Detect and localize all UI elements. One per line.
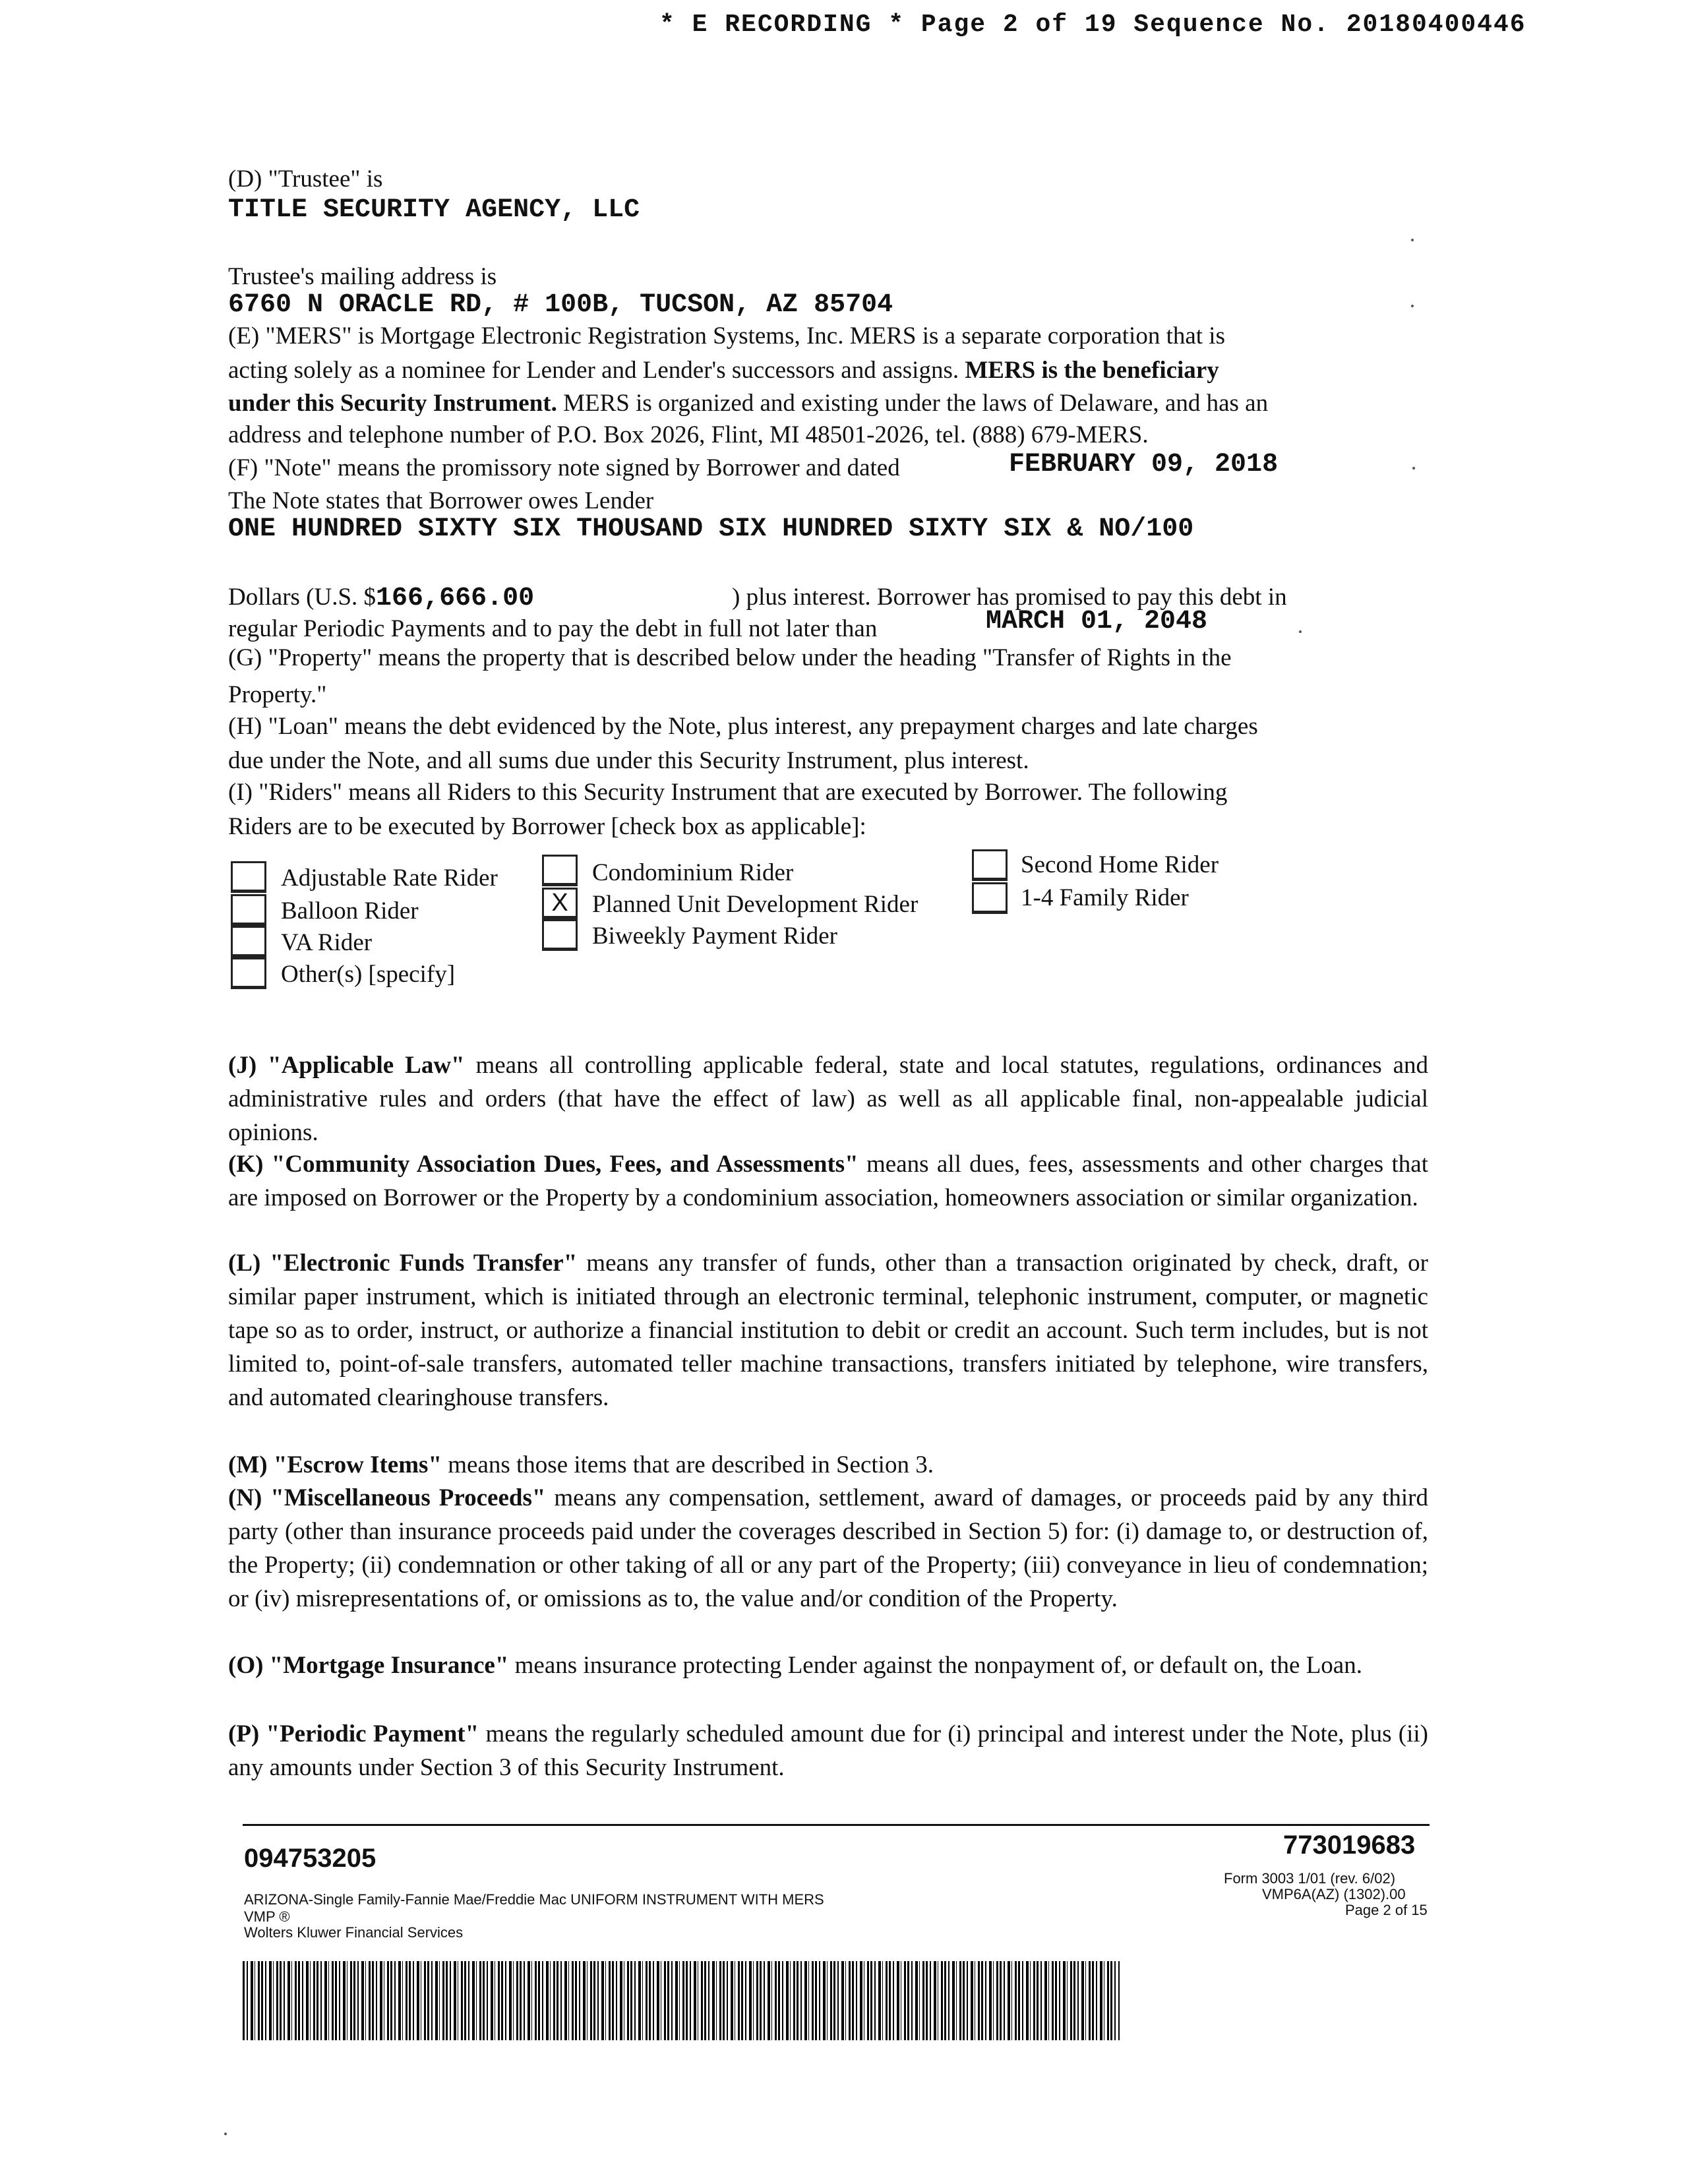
barcode-image <box>243 1961 1120 2040</box>
note-date: FEBRUARY 09, 2018 <box>1009 450 1279 479</box>
label-other-rider: Other(s) [specify] <box>281 961 456 988</box>
trustee-name: TITLE SECURITY AGENCY, LLC <box>228 195 640 225</box>
note-line-2: The Note states that Borrower owes Lender <box>228 487 654 514</box>
footer-form-id: Form 3003 1/01 (rev. 6/02) <box>1224 1870 1396 1887</box>
term-periodic-payment: (P) "Periodic Payment" <box>228 1720 479 1747</box>
checkbox-biweekly-payment-rider[interactable] <box>542 919 578 951</box>
footer-loan-number: 094753205 <box>244 1844 377 1873</box>
label-adjustable-rate-rider: Adjustable Rate Rider <box>281 864 498 892</box>
riders-def-line-2: Riders are to be executed by Borrower [check box as applicable]: <box>228 813 866 840</box>
footer-publisher: Wolters Kluwer Financial Services <box>244 1924 464 1941</box>
term-miscellaneous-proceeds: (N) "Miscellaneous Proceeds" <box>228 1484 546 1511</box>
scan-speck <box>1411 239 1414 241</box>
term-mortgage-insurance: (O) "Mortgage Insurance" <box>228 1652 509 1679</box>
dollars-suffix: ) plus interest. Borrower has promised to pay this debt in <box>732 584 1287 611</box>
loan-def-line-1: (H) "Loan" means the debt evidenced by the Note, plus interest, any prepayment charges and late charges <box>228 713 1258 740</box>
label-condominium-rider: Condominium Rider <box>592 859 794 886</box>
definition-applicable-law <box>228 1048 1428 1149</box>
mers-line-4: address and telephone number of P.O. Box 2026, Flint, MI 48501-2026, tel. (888) 679-MERS. <box>228 421 1149 448</box>
mers-line-3-text: MERS is organized and existing under the laws of Delaware, and has an <box>563 390 1269 417</box>
definition-escrow-items <box>228 1448 1428 1482</box>
label-biweekly-payment-rider: Biweekly Payment Rider <box>592 923 837 950</box>
definition-mortgage-insurance <box>228 1649 1428 1682</box>
term-community-association: (K) "Community Association Dues, Fees, and Assessments" <box>228 1151 859 1178</box>
text-periodic-payment: means the regularly scheduled amount due for (i) principal and interest under the Note, plus (ii) any amounts under Section 3 of this Security Instrument. <box>228 1720 1428 1781</box>
checkbox-adjustable-rate-rider[interactable] <box>231 861 266 893</box>
loan-def-line-2: due under the Note, and all sums due under this Security Instrument, plus interest. <box>228 747 1029 774</box>
mers-line-1: (E) "MERS" is Mortgage Electronic Registration Systems, Inc. MERS is a separate corporation that is <box>228 322 1225 349</box>
label-va-rider: VA Rider <box>281 929 373 956</box>
scan-speck <box>1299 630 1302 633</box>
label-planned-unit-development-rider: Planned Unit Development Rider <box>592 891 919 918</box>
label-second-home-rider: Second Home Rider <box>1021 851 1219 878</box>
checkbox-condominium-rider[interactable] <box>542 855 578 886</box>
mers-line-2 <box>228 356 1219 384</box>
text-community-association: means all dues, fees, assessments and other charges that are imposed on Borrower or the Property by a condominium association, homeowners association or similar organization. <box>228 1151 1428 1211</box>
text-miscellaneous-proceeds: means any compensation, settlement, award of damages, or proceeds paid by any third party (other than insurance proceeds paid under the coverages described in Section 5) for: (i) damage to, or destruction of, the Property; (ii) condemnation or other taking of all or any part of the Property; (iii) conveyance in lieu of condemnation; or (iv) misrepresentations of, or omissions as to, the value and/or condition of the Property. <box>228 1484 1429 1612</box>
definition-community-association <box>228 1147 1428 1215</box>
text-mortgage-insurance: means insurance protecting Lender against the nonpayment of, or default on, the Loan. <box>508 1652 1362 1679</box>
checkbox-balloon-rider[interactable] <box>231 894 266 926</box>
checkbox-planned-unit-development-rider[interactable]: X <box>542 888 578 919</box>
definition-electronic-funds-transfer <box>228 1246 1428 1414</box>
term-escrow-items: (M) "Escrow Items" <box>228 1451 442 1478</box>
footer-doc-number: 773019683 <box>1283 1831 1416 1860</box>
riders-def-line-1: (I) "Riders" means all Riders to this Security Instrument that are executed by Borrower. The following <box>228 779 1228 806</box>
mers-instrument-bold: under this Security Instrument. <box>228 390 557 417</box>
checkbox-other-rider[interactable] <box>231 957 266 989</box>
trustee-address: 6760 N ORACLE RD, # 100B, TUCSON, AZ 85704 <box>228 290 893 320</box>
footer-vmp-code: VMP6A(AZ) (1302).00 <box>1262 1886 1406 1902</box>
text-electronic-funds-transfer: means any transfer of funds, other than a transaction originated by check, draft, or similar paper instrument, which is initiated through an electronic terminal, telephonic instrument, computer, or magnetic tape so as to order, instruct, or authorize a financial institution to debit or credit an account. Such term includes, but is not limited to, point-of-sale transfers, automated teller machine transactions, transfers initiated by telephone, wire transfers, and automated clearinghouse transfers. <box>228 1250 1429 1411</box>
term-applicable-law: (J) "Applicable Law" <box>228 1052 465 1079</box>
note-line-1: (F) "Note" means the promissory note signed by Borrower and dated <box>228 454 900 481</box>
trustee-label: (D) "Trustee" is <box>228 166 383 193</box>
label-balloon-rider: Balloon Rider <box>281 897 419 925</box>
note-amount: 166,666.00 <box>376 584 535 613</box>
text-escrow-items: means those items that are described in Section 3. <box>442 1451 934 1478</box>
footer-page: Page 2 of 15 <box>1345 1902 1428 1918</box>
recording-header: * E RECORDING * Page 2 of 19 Sequence No. 20180400446 <box>659 11 1526 39</box>
note-maturity-date: MARCH 01, 2048 <box>986 607 1208 636</box>
term-electronic-funds-transfer: (L) "Electronic Funds Transfer" <box>228 1250 578 1277</box>
dollars-prefix: Dollars (U.S. $ <box>228 584 377 611</box>
scan-speck <box>224 2133 227 2135</box>
trustee-address-label: Trustee's mailing address is <box>228 263 497 290</box>
footer-vmp: VMP ® <box>244 1908 290 1925</box>
mers-line-2-text: acting solely as a nominee for Lender and Lender's successors and assigns. <box>228 357 959 384</box>
checkbox-va-rider[interactable] <box>231 926 266 957</box>
label-1-4-family-rider: 1-4 Family Rider <box>1021 884 1189 911</box>
note-dollars-line <box>228 583 534 613</box>
text-applicable-law: means all controlling applicable federal, state and local statutes, regulations, ordinances and administrative rules and orders (that have the effect of law) as well as all applicable final, non-appealable judicial opinions. <box>228 1052 1428 1146</box>
mers-beneficiary-bold: MERS is the beneficiary <box>965 357 1219 384</box>
mers-line-3 <box>228 389 1268 417</box>
footer-rule <box>243 1824 1430 1826</box>
definition-miscellaneous-proceeds <box>228 1481 1428 1616</box>
property-def-line-2: Property." <box>228 681 327 708</box>
scan-speck <box>1412 467 1415 470</box>
definition-periodic-payment <box>228 1717 1428 1784</box>
note-amount-words: ONE HUNDRED SIXTY SIX THOUSAND SIX HUNDRED SIXTY SIX & NO/100 <box>228 514 1194 544</box>
checkbox-second-home-rider[interactable] <box>972 849 1008 881</box>
checkbox-1-4-family-rider[interactable] <box>972 882 1008 914</box>
property-def-line-1: (G) "Property" means the property that is described below under the heading "Transfer of Rights in the <box>228 644 1232 671</box>
note-line-4: regular Periodic Payments and to pay the debt in full not later than <box>228 615 878 642</box>
scan-speck <box>1411 305 1414 307</box>
footer-form-line: ARIZONA-Single Family-Fannie Mae/Freddie Mac UNIFORM INSTRUMENT WITH MERS <box>244 1891 824 1908</box>
